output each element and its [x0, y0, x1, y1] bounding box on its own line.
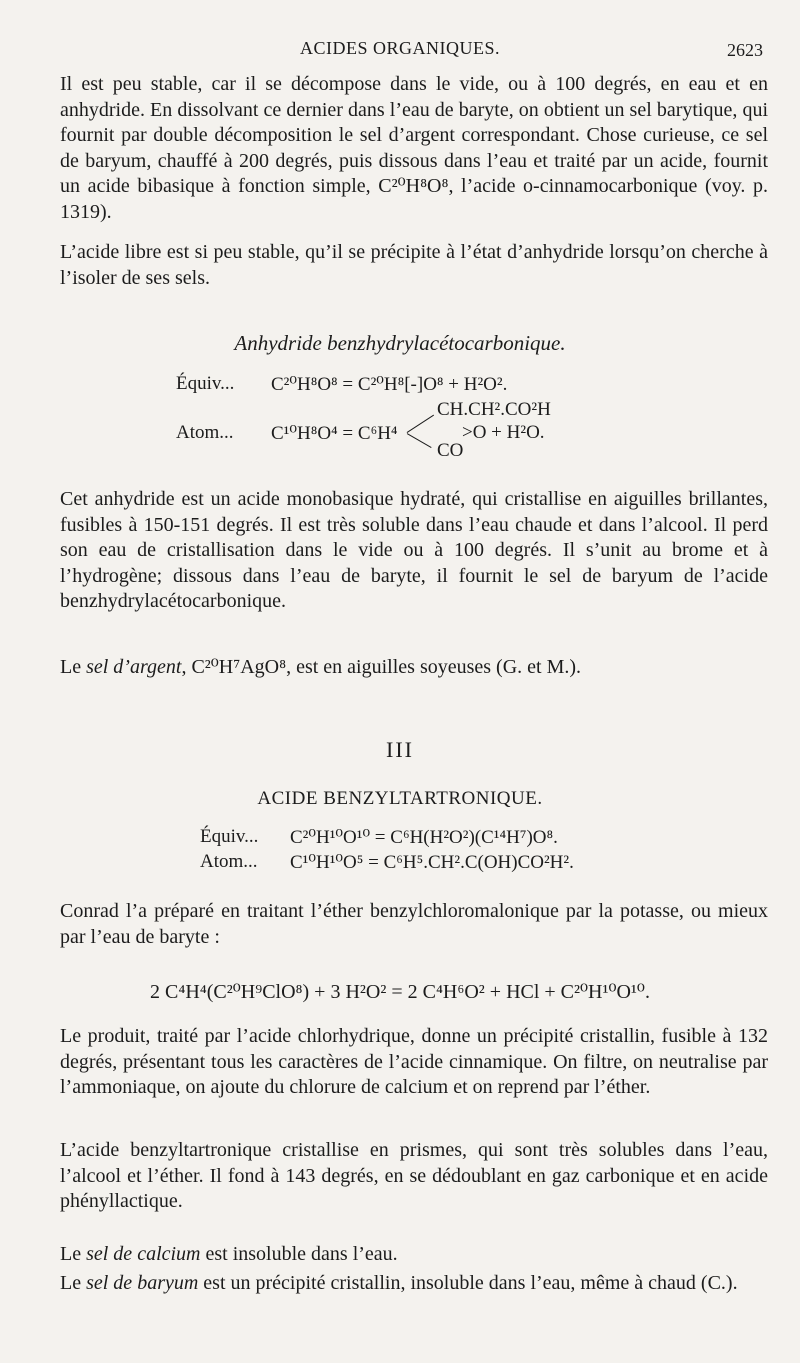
paragraph-silver-salt	[60, 655, 768, 681]
running-header	[0, 38, 800, 62]
bond-line-upper	[407, 415, 435, 434]
atom-label-2: Atom...	[200, 851, 258, 872]
paragraph-barium-salt	[60, 1271, 768, 1297]
calcium-salt-prefix: Le	[60, 1243, 87, 1265]
silver-salt-term: sel d’argent	[86, 656, 182, 678]
silver-salt-rest: , C²⁰H⁷AgO⁸, est en aiguilles soyeuses (G. et M.).	[181, 656, 582, 678]
paragraph-crystallization: L’acide benzyltartronique cristallise en prismes, qui sont très solubles dans l’eau, l’alcool et l’éther. Il fond à 143 degrés, en se dédoublant en gaz carbonique et en acide phényllactique.	[60, 1139, 768, 1212]
barium-salt-rest: est un précipité cristallin, insoluble dans l’eau, même à chaud (C.).	[198, 1272, 738, 1294]
section-heading-anhydride: Anhydride benzhydrylacétocarbonique.	[234, 331, 566, 355]
reaction-equation: 2 C⁴H⁴(C²⁰H⁹ClO⁸) + 3 H²O² = 2 C⁴H⁶O² + HCl + C²⁰H¹⁰O¹⁰.	[150, 981, 650, 1003]
equiv-label-2: Équiv...	[200, 826, 259, 847]
paragraph-product: Le produit, traité par l’acide chlorhydrique, donne un précipité cristallin, fusible à 132 degrés, présentant tous les caractères de l’acide cinnamique. On filtre, on neutralise par l’ammoniaque, on ajoute du chlorure de calcium et on reprend par l’éther.	[60, 1025, 768, 1098]
barium-salt-prefix: Le	[60, 1272, 87, 1294]
running-title: ACIDES ORGANIQUES.	[300, 38, 501, 58]
paragraph-stability: Il est peu stable, car il se décompose dans le vide, ou à 100 degrés, en eau et en anhydride. En dissolvant ce dernier dans l’eau de baryte, on obtient un sel barytique, qui fournit par double décomposition le sel d’argent correspondant. Chose curieuse, ce sel de baryum, chauffé à 200 degrés, puis dissous dans l’eau et traité par un acide, fournit un acide bibasique à fonction simple, C²⁰H⁸O⁸, l’acide o-cinnamocarbonique (voy. p. 1319).	[60, 73, 768, 223]
equiv-label-1: Équiv...	[176, 373, 235, 394]
page-number: 2623	[727, 40, 763, 60]
section-number: III	[386, 737, 414, 762]
barium-salt-term: sel de baryum	[86, 1272, 199, 1294]
paragraph-free-acid: L’acide libre est si peu stable, qu’il se précipite à l’état d’anhydride lorsqu’on cherche à l’isoler de ses sels.	[60, 241, 768, 289]
paragraph-preparation: Conrad l’a préparé en traitant l’éther benzylchloromalonique par la potasse, ou mieux par l’eau de baryte :	[60, 900, 768, 948]
atom-formula-2: C¹⁰H¹⁰O⁵ = C⁶H⁵.CH².C(OH)CO²H².	[290, 852, 574, 873]
equiv-formula-2: C²⁰H¹⁰O¹⁰ = C⁶H(H²O²)(C¹⁴H⁷)O⁸.	[290, 827, 558, 848]
calcium-salt-rest: est insoluble dans l’eau.	[200, 1243, 398, 1265]
section-title-benzyltartronic: ACIDE BENZYLTARTRONIQUE.	[257, 788, 543, 809]
paragraph-calcium-salt	[60, 1242, 768, 1268]
equiv-formula-1: C²⁰H⁸O⁸ = C²⁰H⁸[-]O⁸ + H²O².	[271, 374, 508, 395]
calcium-salt-term: sel de calcium	[86, 1243, 201, 1265]
atom-formula-left-1: C¹⁰H⁸O⁴ = C⁶H⁴	[271, 423, 398, 444]
atom-branch-lower: CO	[437, 440, 464, 461]
atom-branch-mid: >O + H²O.	[462, 422, 545, 443]
atom-label-1: Atom...	[176, 422, 234, 443]
silver-salt-prefix: Le	[60, 656, 87, 678]
paragraph-anhydride-properties: Cet anhydride est un acide monobasique hydraté, qui cristallise en aiguilles brillantes, fusibles à 150-151 degrés. Il est très soluble dans l’eau chaude et dans l’alcool. Il perd son eau de cristallisation dans le vide ou à 100 degrés. Il s’unit au brome et à l’hydrogène; dissous dans l’eau de baryte, il fournit le sel de baryum de l’acide benzhydrylacétocarbonique.	[60, 488, 768, 612]
atom-branch-upper: CH.CH².CO²H	[437, 399, 551, 420]
bond-line-lower	[407, 433, 432, 448]
